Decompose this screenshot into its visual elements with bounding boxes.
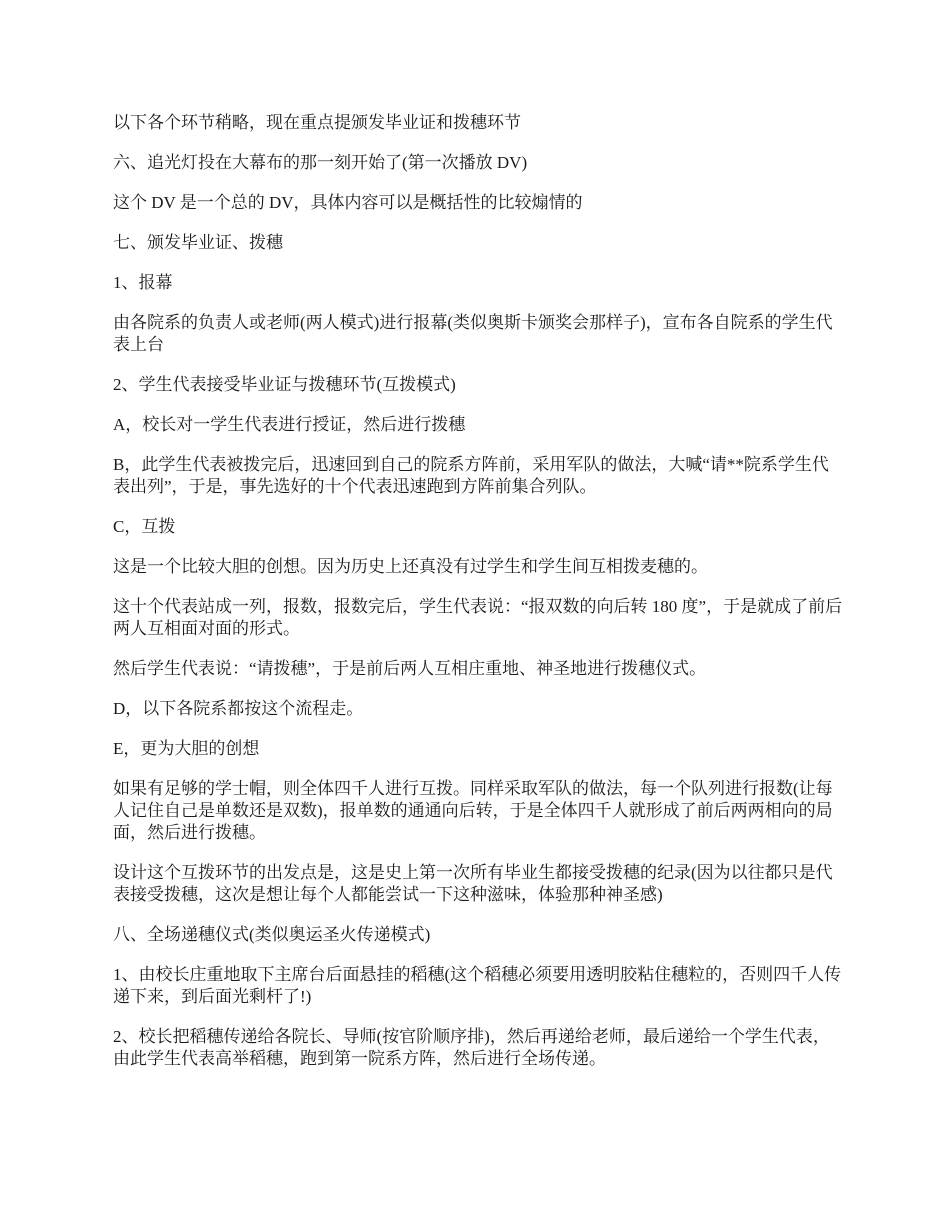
document-page bbox=[113, 112, 843, 1088]
all-students-paragraph: 如果有足够的学士帽，则全体四千人进行互拨。同样采取军队的做法，每一个队列进行报数(让每人记住自己是单数还是双数)，报单数的通通向后转，于是全体四千人就形成了前后两两相向的局面，然后进行拨穗。 bbox=[113, 779, 833, 842]
section-6-heading: 六、追光灯投在大幕布的那一刻开始了(第一次播放 DV) bbox=[113, 153, 528, 172]
section-7-heading: 七、颁发毕业证、拨穗 bbox=[113, 233, 283, 252]
item-c-heading: C，互拨 bbox=[113, 517, 176, 536]
item-d: D，以下各院系都按这个流程走。 bbox=[113, 699, 364, 718]
item-e-heading: E，更为大胆的创想 bbox=[113, 739, 260, 758]
bold-idea-paragraph: 这是一个比较大胆的创想。因为历史上还真没有过学生和学生间互相拨麦穗的。 bbox=[113, 557, 708, 576]
announcement-paragraph: 由各院系的负责人或老师(两人模式)进行报幕(类似奥斯卡颁奖会那样子)，宣布各自院系的学生代表上台 bbox=[113, 313, 833, 354]
relay-step-2: 2、校长把稻穗传递给各院长、导师(按官阶顺序排)，然后再递给老师，最后递给一个学生代表，由此学生代表高举稻穗，跑到第一院系方阵，然后进行全场传递。 bbox=[113, 1027, 830, 1068]
item-b: B，此学生代表被拨完后，迅速回到自己的院系方阵前，采用军队的做法，大喊“请**院系学生代表出列”，于是，事先选好的十个代表迅速跑到方阵前集合列队。 bbox=[113, 455, 829, 496]
tassel-ceremony-paragraph: 然后学生代表说：“请拨穗”，于是前后两人互相庄重地、神圣地进行拨穗仪式。 bbox=[113, 659, 707, 678]
dv-description: 这个 DV 是一个总的 DV，具体内容可以是概括性的比较煽情的 bbox=[113, 193, 583, 212]
lineup-paragraph: 这十个代表站成一列，报数，报数完后，学生代表说：“报双数的向后转 180 度”，于是就成了前后两人互相面对面的形式。 bbox=[113, 597, 843, 638]
step-2-heading: 2、学生代表接受毕业证与拨穗环节(互拨模式) bbox=[113, 375, 456, 394]
section-8-heading: 八、全场递穗仪式(类似奥运圣火传递模式) bbox=[113, 925, 431, 944]
step-1-heading: 1、报幕 bbox=[113, 273, 173, 292]
item-a: A，校长对一学生代表进行授证，然后进行拨穗 bbox=[113, 415, 466, 434]
intro-note: 以下各个环节稍略，现在重点提颁发毕业证和拨穗环节 bbox=[113, 113, 521, 132]
motivation-paragraph: 设计这个互拨环节的出发点是，这是史上第一次所有毕业生都接受拨穗的纪录(因为以往都只是代表接受拨穗，这次是想让每个人都能尝试一下这种滋味，体验那种神圣感) bbox=[113, 863, 833, 904]
relay-step-1: 1、由校长庄重地取下主席台后面悬挂的稻穗(这个稻穗必须要用透明胶粘住穗粒的，否则四千人传递下来，到后面光剩杆了!) bbox=[113, 965, 842, 1006]
